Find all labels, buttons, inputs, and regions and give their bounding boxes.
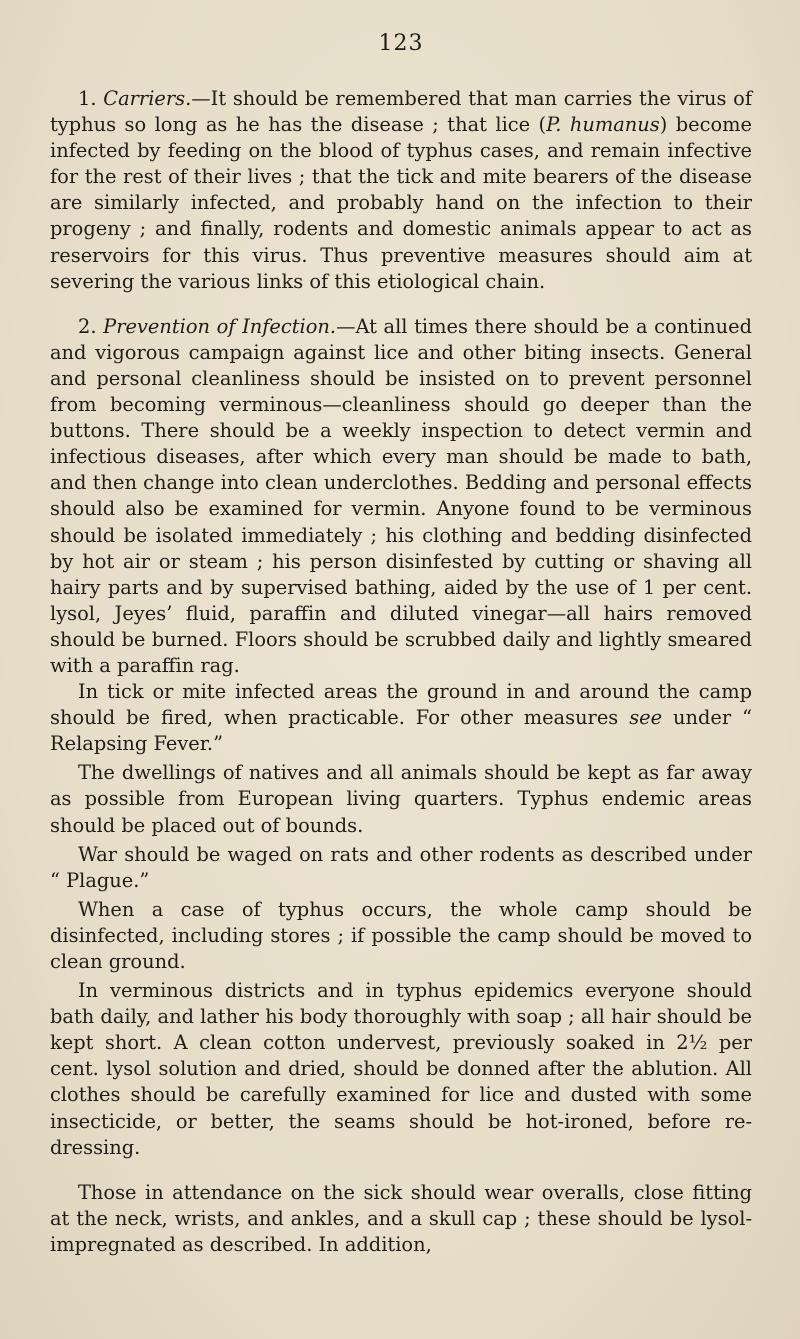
paragraph-prevention: [50, 314, 752, 679]
paragraph-attendance: Those in attendance on the sick should wear overalls, close fitting at the neck, wrists, and ankles, and a skull cap ; these should be lysol-impregnated as described. In addition,: [50, 1180, 752, 1256]
see-reference: see: [629, 706, 663, 730]
paragraph-text: —It should be remembered that man carries the virus of typhus so long as he has the disease ; that lice (: [50, 87, 752, 137]
section-number: 2.: [78, 314, 97, 338]
paragraph-text: —At all times there should be a continued and vigorous campaign against lice and other biting insects. General and personal cleanliness should be insisted on to prevent personnel from becoming verminous—cleanliness should go deeper than the buttons. There should be a weekly inspection to detect vermin and infectious diseases, after which every man should be made to bath, and then change into clean underclothes. Bedding and personal effects should also be examined for vermin. Anyone found to be verminous should be isolated immediately ; his clothing and bedding disinfected by hot air or steam ; his person disinfested by cutting or shaving all hairy parts and by supervised bathing, aided by the use of 1 per cent. lysol, Jeyes’ fluid, paraffin and diluted vinegar—all hairs removed should be burned. Floors should be scrubbed daily and lightly smeared with a paraffin rag.: [50, 314, 752, 677]
paragraph-tick-mite: [50, 679, 752, 757]
section-title: Prevention of Infection.: [103, 314, 337, 338]
page-number: 123: [378, 31, 424, 56]
paragraph-case-occurs: When a case of typhus occurs, the whole camp should be disinfected, including stores ; if possible the camp should be moved to clean ground.: [50, 897, 752, 973]
section-number: 1.: [78, 87, 97, 110]
species-name: P. humanus: [546, 113, 660, 137]
paragraph-verminous-districts: In verminous districts and in typhus epidemics everyone should bath daily, and lather his body thoroughly with soap ; all hair should be kept short. A clean cotton undervest, previously soaked in 2½ per cent. lysol solution and dried, should be donned after the ablution. All clothes should be carefully examined for lice and dusted with some insecticide, or better, the seams should be hot-ironed, before re-dressing.: [50, 979, 752, 1159]
paragraph-text: ) become infected by feeding on the blood of typhus cases, and remain infective for the rest of their lives ; that the tick and mite bearers of the disease are similarly infected, and probably hand on the infection to their progeny ; and finally, rodents and domestic animals appear to act as reservoirs for this virus. Thus preventive measures should aim at severing the various links of this etiological chain.: [50, 113, 752, 293]
paragraph-text: In tick or mite infected areas the ground in and around the camp should be fired, when practicable. For other measures: [50, 680, 752, 730]
section-title: Carriers.: [103, 87, 192, 110]
paragraph-rodents: War should be waged on rats and other rodents as described under “ Plague.”: [50, 842, 752, 892]
paragraph-carriers: [50, 86, 752, 295]
paragraph-dwellings: The dwellings of natives and all animals should be kept as far away as possible from European living quarters. Typhus endemic areas should be placed out of bounds.: [50, 761, 752, 837]
paragraph-text: under “ Relapsing Fever.”: [50, 706, 752, 756]
